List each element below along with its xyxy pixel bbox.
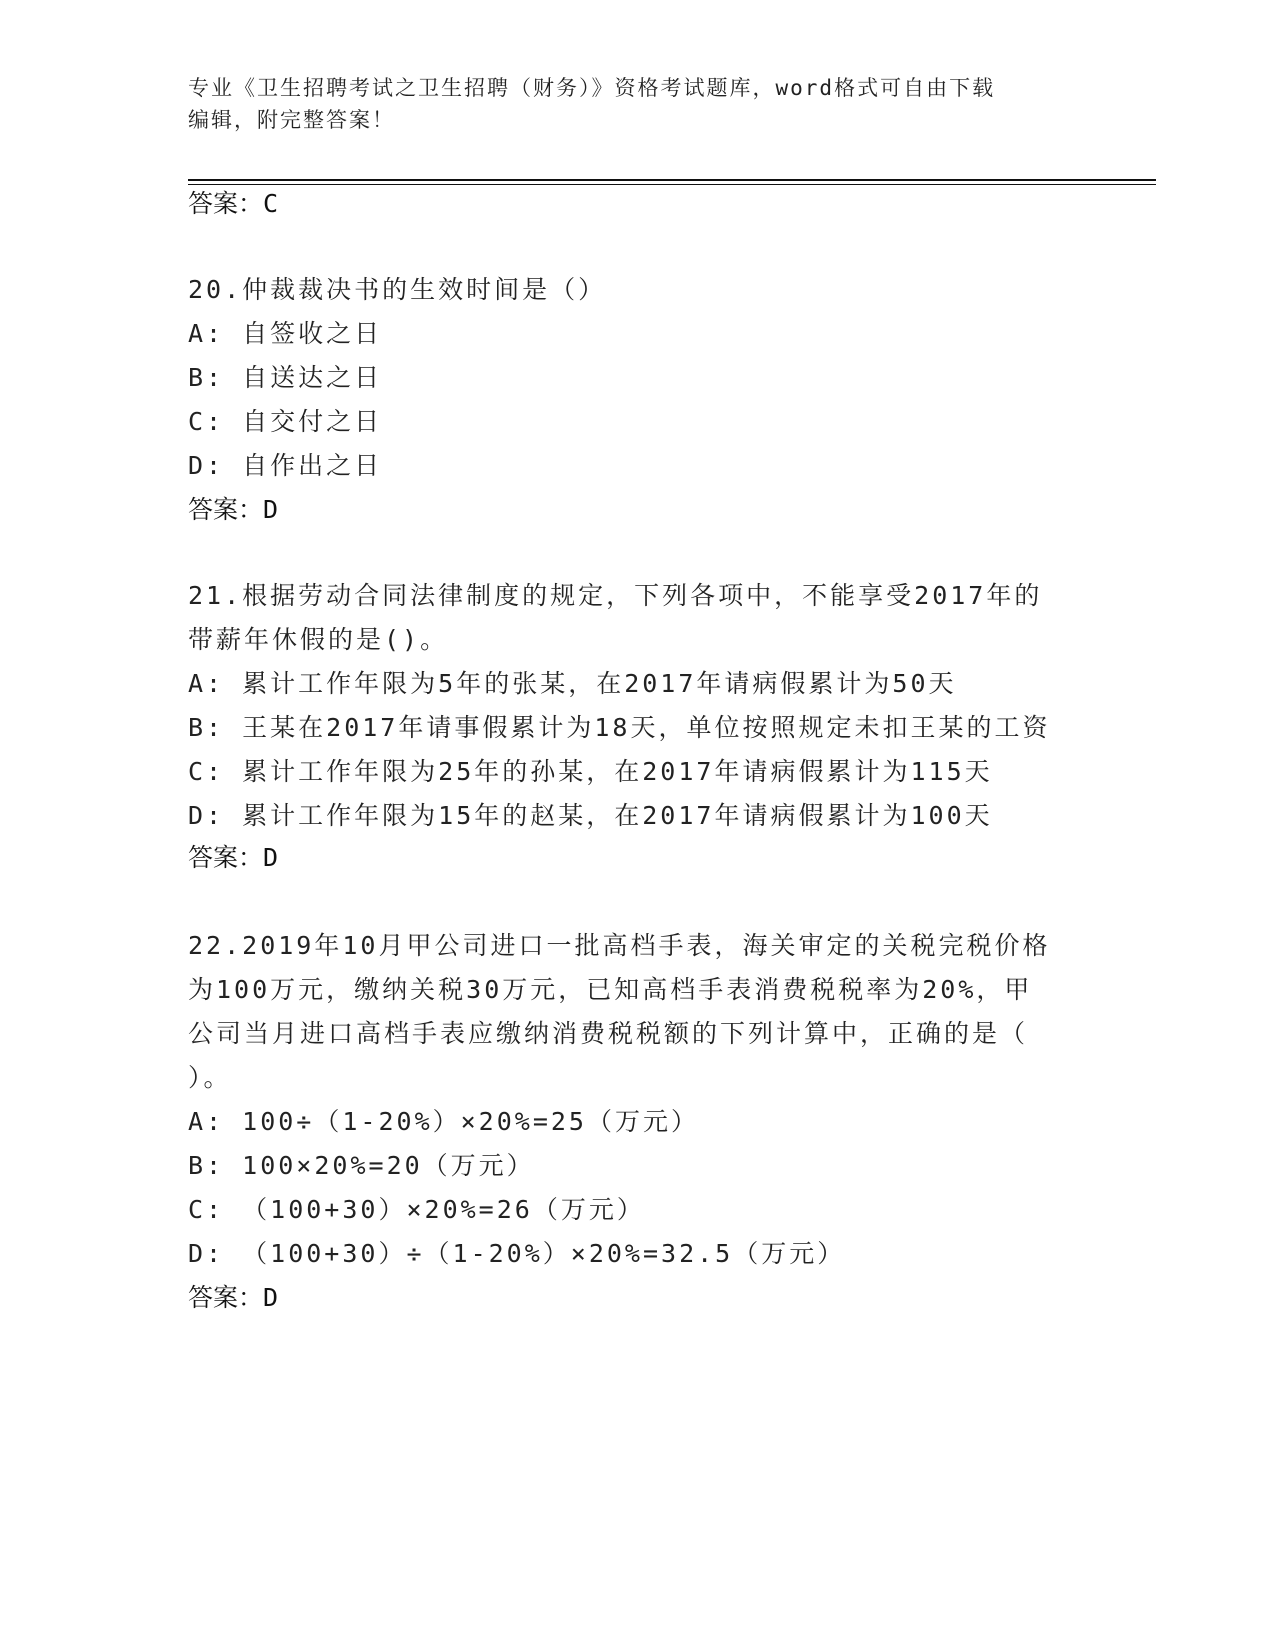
header-line-1: 专业《卫生招聘考试之卫生招聘（财务）》资格考试题库，word格式可自由下载 <box>188 76 996 100</box>
answer-value: D <box>263 843 279 872</box>
q22-question-line-4: ）。 <box>188 1063 232 1092</box>
answer-value: D <box>263 1283 279 1312</box>
answer-q22 <box>188 1280 278 1316</box>
q20-option-d: D: 自作出之日 <box>188 451 383 480</box>
q21-option-a: A: 累计工作年限为5年的张某，在2017年请病假累计为50天 <box>188 669 957 698</box>
q22-question-line-1: 22.2019年10月甲公司进口一批高档手表，海关审定的关税完税价格 <box>188 931 1051 960</box>
q21-option-b: B: 王某在2017年请事假累计为18天，单位按照规定未扣王某的工资 <box>188 713 1051 742</box>
header-divider-thin <box>188 184 1156 185</box>
q21-question-line-1: 21.根据劳动合同法律制度的规定，下列各项中，不能享受2017年的 <box>188 581 1043 610</box>
answer-q21 <box>188 840 278 876</box>
q21-question-line-2: 带薪年休假的是()。 <box>188 625 449 654</box>
q20-question: 20.仲裁裁决书的生效时间是（） <box>188 275 607 304</box>
q22-option-b: B: 100×20%=20（万元） <box>188 1151 535 1180</box>
document-header <box>188 72 1088 136</box>
header-line-2: 编辑，附完整答案！ <box>188 108 395 132</box>
q22-question-line-2: 为100万元，缴纳关税30万元，已知高档手表消费税税率为20%，甲 <box>188 975 1033 1004</box>
q21-option-d: D: 累计工作年限为15年的赵某，在2017年请病假累计为100天 <box>188 801 993 830</box>
q20-option-a: A: 自签收之日 <box>188 319 383 348</box>
answer-value: C <box>263 189 279 218</box>
q20-option-b: B: 自送达之日 <box>188 363 383 392</box>
answer-label: 答案： <box>188 189 264 218</box>
answer-value: D <box>263 495 279 524</box>
q20-option-c: C: 自交付之日 <box>188 407 383 436</box>
answer-label: 答案： <box>188 843 264 872</box>
q21-option-c: C: 累计工作年限为25年的孙某，在2017年请病假累计为115天 <box>188 757 993 786</box>
header-divider-thick <box>188 179 1156 181</box>
q22-option-c: C: （100+30）×20%=26（万元） <box>188 1195 645 1224</box>
answer-label: 答案： <box>188 1283 264 1312</box>
answer-prev <box>188 186 278 222</box>
q22-option-a: A: 100÷（1-20%）×20%=25（万元） <box>188 1107 699 1136</box>
answer-label: 答案： <box>188 495 264 524</box>
answer-q20 <box>188 492 278 528</box>
q22-question-line-3: 公司当月进口高档手表应缴纳消费税税额的下列计算中，正确的是（ <box>188 1019 1029 1048</box>
q22-option-d: D: （100+30）÷（1-20%）×20%=32.5（万元） <box>188 1239 846 1268</box>
